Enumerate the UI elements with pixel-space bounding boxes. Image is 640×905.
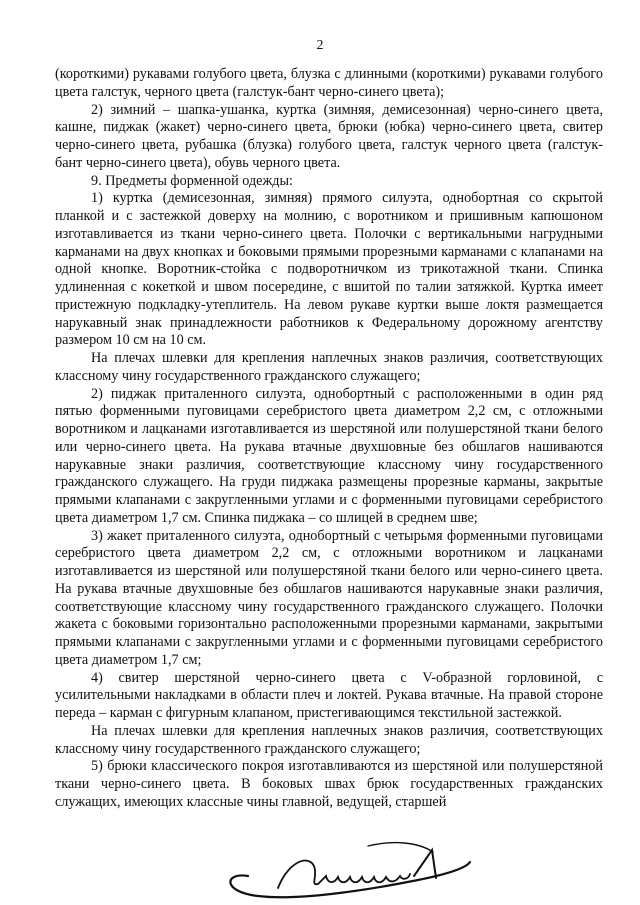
paragraph-continuation: (короткими) рукавами голубого цвета, блузка с длинными (короткими) рукавами голубого цвета галстук, черного цвета (галстук-бант черно-синего цвета); <box>55 66 603 100</box>
paragraph-jacket-item: 1) куртка (демисезонная, зимняя) прямого силуэта, однобортная со скрытой планкой и с застежкой доверху на молнию, с воротником и пришивным капюшоном изготавливается из ткани черно-синего цвета. Полочки с вертикальными нагрудными карманами на двух кнопках и боковыми прямыми прорезными карманами с клапанами на одной кнопке. Воротник-стойка с подворотничком из трикотажной ткани. Спинка удлиненная с кокеткой и швом посередине, с вшитой по талии затяжкой. Куртка имеет пристежную подкладку-утеплитель. На левом рукаве куртки выше локтя размещается нарукавный знак принадлежности работников к Федеральному дорожному агентству размером 10 см на 10 см. <box>55 190 603 349</box>
handwritten-signature <box>218 832 478 902</box>
paragraph-section-9-heading: 9. Предметы форменной одежды: <box>91 172 293 189</box>
paragraph-suit-jacket-item: 2) пиджак приталенного силуэта, однобортный с расположенными в один ряд пятью форменными пуговицами серебристого цвета диаметром 2,2 см, с отложными воротником и лацканами изготавливается из шерстяной или полушерстяной ткани белого или черно-синего цвета. На рукава втачные двухшовные без обшлагов нашиваются нарукавные знаки различия, соответствующие классному чину государственного гражданского служащего. На груди пиджака размещены прорезные карманы, закрытые прямыми клапанами с закругленными углами и с форменными пуговицами серебристого цвета диаметром 1,7 см. Спинка пиджака – со шлицей в среднем шве; <box>55 385 603 526</box>
paragraph-sweater-item: 4) свитер шерстяной черно-синего цвета с V-образной горловиной, с усилительными накладками в области плеч и локтей. Рукава втачные. На правой стороне переда – карман с фигурным клапаном, пристегивающимся текстильной застежкой. <box>55 669 603 721</box>
paragraph-shoulder-loops: На плечах шлевки для крепления наплечных знаков различия, соответствующих классному чину государственного гражданского служащего; <box>55 350 603 384</box>
paragraph-winter-uniform: 2) зимний – шапка-ушанка, куртка (зимняя, демисезонная) черно-синего цвета, кашне, пиджак (жакет) черно-синего цвета, брюки (юбка) черно-синего цвета, свитер черно-синего цвета, рубашка (блузка) голубого цвета, галстук черного цвета (галстук-бант черно-синего цвета), обувь черного цвета. <box>55 101 603 171</box>
document-body <box>55 66 603 812</box>
paragraph-trousers-item: 5) брюки классического покроя изготавливаются из шерстяной или полушерстяной ткани черно-синего цвета. В боковых швах брюк государственных гражданских служащих, имеющих классные чины главной, ведущей, старшей <box>55 758 603 810</box>
paragraph-shoulder-loops-2: На плечах шлевки для крепления наплечных знаков различия, соответствующих классному чину государственного гражданского служащего; <box>55 722 603 757</box>
paragraph-womens-jacket-item: 3) жакет приталенного силуэта, однобортный с четырьмя форменными пуговицами серебристого цвета диаметром 2,2 см, с отложными воротником и лацканами изготавливается из шерстяной или полушерстяной ткани белого или черно-синего цвета. На рукава втачные двухшовные без обшлагов нашиваются нарукавные знаки различия, соответствующие классному чину государственного гражданского служащего. Полочки жакета с боковыми горизонтально расположенными прорезными карманами, закрытыми прямыми клапанами с закругленными углами и с форменными пуговицами серебристого цвета диаметром 1,7 см; <box>55 527 603 668</box>
page-number: 2 <box>316 38 324 53</box>
